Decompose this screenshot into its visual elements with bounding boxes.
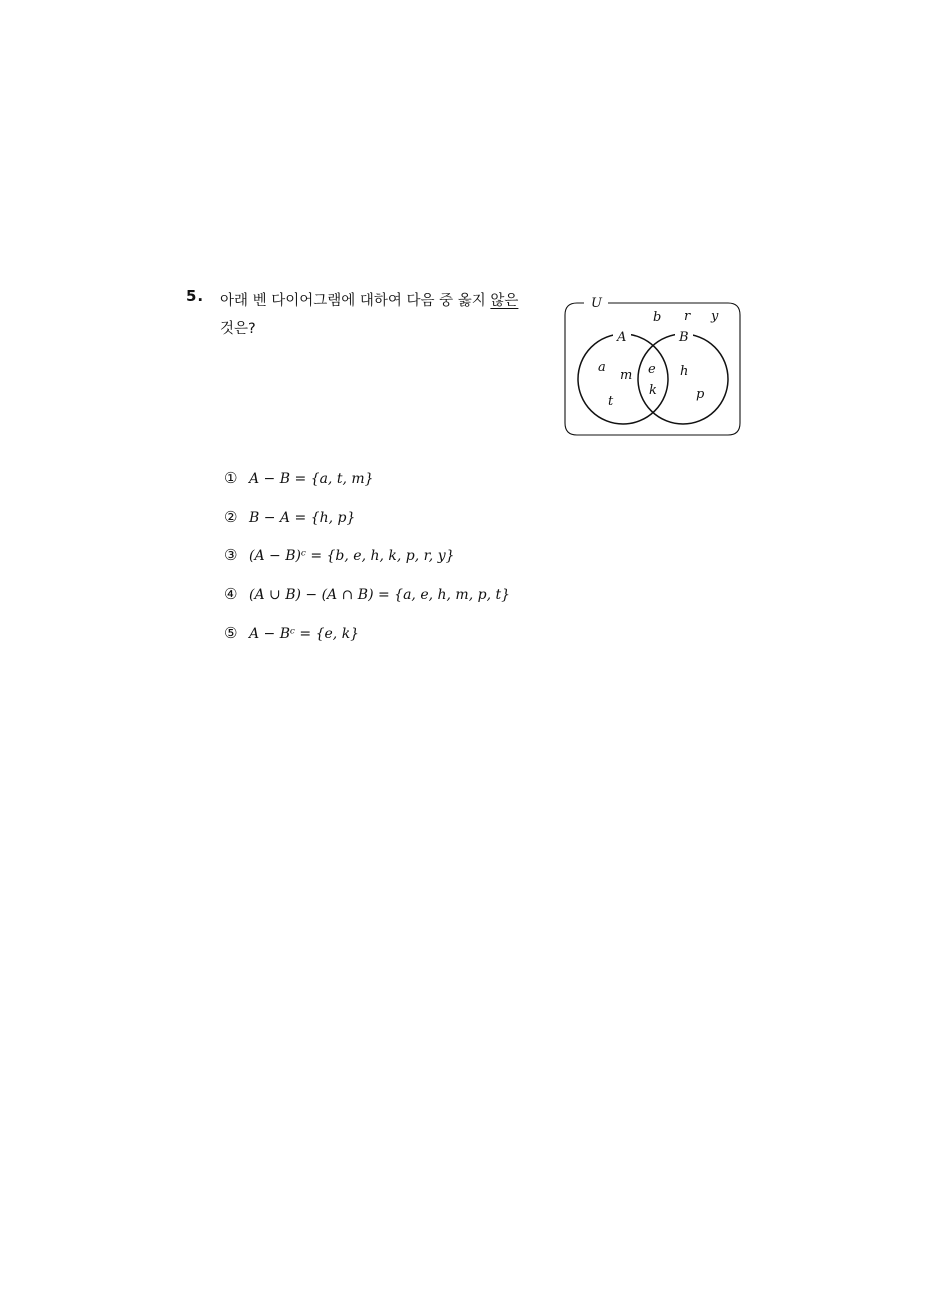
set-a-label: A — [617, 330, 627, 345]
choice-number: ② — [224, 508, 238, 526]
choice-2 — [224, 508, 355, 526]
element-b-only: h — [680, 364, 689, 379]
choice-number: ① — [224, 469, 238, 487]
set-b-label: B — [679, 330, 689, 345]
venn-diagram — [560, 290, 744, 440]
question-emphasis: 않은 — [490, 293, 519, 309]
choice-expression: (A ∪ B) − (A ∩ B) = {a, e, h, m, p, t} — [249, 587, 510, 603]
choice-expression: A − B = {a, t, m} — [249, 471, 374, 487]
element-intersection: e — [648, 362, 656, 377]
choice-number: ③ — [224, 546, 238, 564]
element-b-only: p — [696, 387, 705, 402]
universe-label: U — [591, 296, 602, 311]
set-b-circle — [638, 334, 728, 424]
choice-5 — [224, 624, 359, 642]
question-text-line2: 것은? — [220, 321, 256, 337]
question-number: 5. — [186, 287, 205, 305]
choice-4 — [224, 585, 510, 603]
choice-expression: (A − B)ᶜ = {b, e, h, k, p, r, y} — [249, 548, 455, 564]
question-text-line1 — [220, 289, 518, 310]
choice-expression: B − A = {h, p} — [249, 510, 356, 526]
element-outside: y — [711, 309, 719, 324]
choice-number: ④ — [224, 585, 238, 603]
element-a-only: m — [620, 368, 633, 383]
choice-1 — [224, 469, 374, 487]
choice-number: ⑤ — [224, 624, 238, 642]
element-outside: b — [653, 310, 662, 325]
element-a-only: a — [598, 360, 606, 375]
question-text-prefix: 아래 벤 다이어그램에 대하여 다음 중 옳지 — [220, 293, 491, 309]
choice-3 — [224, 546, 455, 564]
element-intersection: k — [649, 383, 657, 398]
element-a-only: t — [608, 394, 614, 409]
element-outside: r — [684, 309, 691, 324]
choice-expression: A − Bᶜ = {e, k} — [249, 626, 360, 642]
